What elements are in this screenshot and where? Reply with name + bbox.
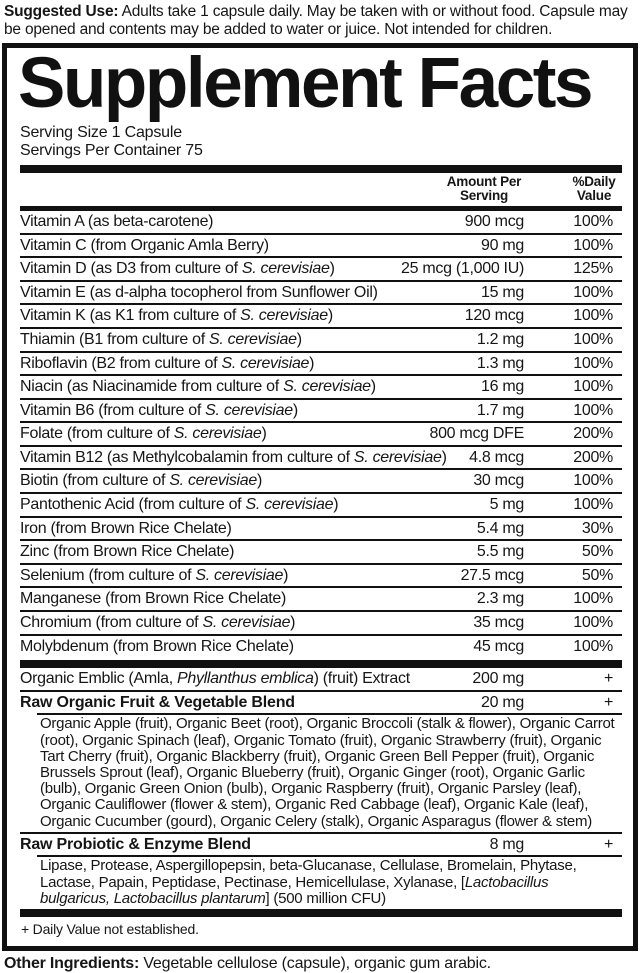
nutrient-name: Vitamin K (as K1 from culture of S. cerevisiae) — [20, 307, 333, 325]
nutrient-name: Zinc (from Brown Rice Chelate) — [20, 543, 235, 561]
nutrient-dv: 100% — [573, 212, 613, 230]
column-header-amount-line1: Amount Per — [446, 173, 522, 189]
nutrient-name: Vitamin D (as D3 from culture of S. cerevisiae) — [20, 260, 335, 278]
nutrient-row — [20, 398, 622, 422]
nutrient-dv: 50% — [581, 543, 613, 561]
nutrient-amount: 120 mcg — [464, 307, 524, 325]
column-header-dv-line1: %Daily — [572, 173, 616, 189]
suggested-use-text: Adults take 1 capsule daily. May be taken with or without food. Capsule may be opened and contents may be added to water or juice. Not intended for children. — [4, 3, 628, 38]
extract-name: Organic Emblic (Amla, Phyllanthus emblica) (fruit) Extract — [20, 670, 410, 688]
nutrient-dv: 100% — [573, 496, 613, 514]
column-header-amount — [444, 175, 524, 204]
nutrient-row — [20, 256, 622, 280]
blend1-ingredients: Organic Apple (fruit), Organic Beet (root), Organic Broccoli (stalk & flower), Organic Carrot (root), Organic Spinach (leaf), Organic Tomato (fruit), Organic Strawberry (fruit), Organic Tart Cherry (fruit), Organic Blackberry (fruit), Organic Green Bell Pepper (fruit), Organic Brussels Sprout (leaf), Organic Blueberry (fruit), Organic Ginger (root), Organic Garlic (bulb), Organic Green Onion (bulb), Organic Raspberry (fruit), Organic Parsley (leaf), Organic Cauliflower (flower & stem), Organic Red Cabbage (leaf), Organic Kale (leaf), Organic Cucumber (gourd), Organic Celery (stalk), Organic Asparagus (flower & stem) — [37, 713, 622, 831]
blend1-amount: 20 mg — [481, 693, 524, 711]
suggested-use-label: Suggested Use: — [4, 3, 119, 20]
divider-thick-middle — [20, 660, 622, 668]
extract-dv: + — [603, 670, 613, 688]
nutrient-row — [20, 634, 622, 658]
nutrient-name: Selenium (from culture of S. cerevisiae) — [20, 566, 289, 584]
nutrient-amount: 90 mg — [481, 236, 524, 254]
blend1-row — [20, 690, 622, 714]
column-header-dv-line2: Value — [576, 188, 612, 204]
nutrient-name: Chromium (from culture of S. cerevisiae) — [20, 614, 296, 632]
nutrient-row — [20, 516, 622, 540]
nutrient-row — [20, 445, 622, 469]
column-headers — [20, 173, 622, 206]
nutrient-row — [20, 492, 622, 516]
nutrient-amount: 800 mcg DFE — [429, 425, 524, 443]
column-header-dv — [566, 175, 622, 204]
extract-amount: 200 mg — [472, 670, 524, 688]
nutrient-name: Folate (from culture of S. cerevisiae) — [20, 425, 267, 443]
other-ingredients — [0, 951, 640, 973]
nutrient-amount: 15 mg — [481, 283, 524, 301]
extract-row — [20, 668, 622, 690]
other-ingredients-label: Other Ingredients: — [4, 954, 140, 972]
nutrient-amount: 5.4 mg — [476, 519, 524, 537]
nutrient-rows — [20, 211, 622, 657]
nutrient-amount: 45 mcg — [473, 637, 524, 655]
nutrient-row — [20, 327, 622, 351]
nutrient-amount: 25 mcg (1,000 IU) — [401, 260, 524, 278]
blend2-name: Raw Probiotic & Enzyme Blend — [20, 835, 251, 853]
nutrient-row — [20, 539, 622, 563]
nutrient-name: Thiamin (B1 from culture of S. cerevisiae) — [20, 330, 302, 348]
other-ingredients-text: Vegetable cellulose (capsule), organic gum arabic. — [139, 954, 491, 972]
blend2-row — [20, 832, 622, 856]
nutrient-amount: 35 mcg — [473, 614, 524, 632]
nutrient-row — [20, 280, 622, 304]
nutrient-name: Molybdenum (from Brown Rice Chelate) — [20, 637, 294, 655]
nutrient-dv: 100% — [573, 637, 613, 655]
serving-info — [20, 124, 622, 160]
nutrient-amount: 1.7 mg — [476, 401, 524, 419]
divider-thick-bottom — [20, 909, 622, 917]
nutrient-amount: 16 mg — [481, 378, 524, 396]
panel-title: Supplement Facts — [18, 43, 592, 123]
nutrient-name: Riboflavin (B2 from culture of S. cerevisiae) — [20, 354, 315, 372]
nutrient-name: Vitamin B6 (from culture of S. cerevisiae) — [20, 401, 298, 419]
nutrient-dv: 100% — [573, 283, 613, 301]
nutrient-name: Biotin (from culture of S. cerevisiae) — [20, 472, 263, 490]
nutrient-row — [20, 563, 622, 587]
nutrient-dv: 100% — [573, 472, 613, 490]
nutrient-name: Vitamin C (from Organic Amla Berry) — [20, 236, 269, 254]
nutrient-dv: 100% — [573, 236, 613, 254]
serving-size: Serving Size 1 Capsule — [20, 123, 182, 141]
nutrient-amount: 1.3 mg — [476, 354, 524, 372]
nutrient-dv: 125% — [573, 260, 613, 278]
divider-thick-top — [20, 165, 622, 173]
nutrient-row — [20, 586, 622, 610]
nutrient-dv: 100% — [573, 614, 613, 632]
blend2-amount: 8 mg — [489, 835, 524, 853]
nutrient-row — [20, 374, 622, 398]
column-header-amount-line2: Serving — [459, 188, 509, 204]
dv-footnote: + Daily Value not established. — [21, 921, 199, 938]
nutrient-amount: 1.2 mg — [476, 330, 524, 348]
nutrient-name: Vitamin A (as beta-carotene) — [20, 212, 214, 230]
suggested-use — [0, 0, 640, 39]
nutrient-dv: 200% — [573, 448, 613, 466]
nutrient-amount: 30 mcg — [473, 472, 524, 490]
nutrient-amount: 900 mcg — [464, 212, 524, 230]
nutrient-row — [20, 610, 622, 634]
nutrient-name: Vitamin E (as d-alpha tocopherol from Sunflower Oil) — [20, 283, 378, 301]
nutrient-dv: 50% — [581, 566, 613, 584]
blend2-dv: + — [603, 835, 613, 853]
nutrient-row — [20, 233, 622, 257]
supplement-facts-panel — [2, 43, 638, 951]
nutrient-row — [20, 421, 622, 445]
nutrient-row — [20, 303, 622, 327]
nutrient-row — [20, 351, 622, 375]
nutrient-dv: 100% — [573, 401, 613, 419]
nutrient-amount: 5.5 mg — [476, 543, 524, 561]
nutrient-dv: 200% — [573, 425, 613, 443]
nutrient-dv: 100% — [573, 354, 613, 372]
nutrient-dv: 30% — [581, 519, 613, 537]
servings-per-container: Servings Per Container 75 — [20, 141, 203, 159]
blend1-name: Raw Organic Fruit & Vegetable Blend — [20, 693, 295, 711]
nutrient-amount: 27.5 mcg — [460, 566, 524, 584]
nutrient-name: Iron (from Brown Rice Chelate) — [20, 519, 232, 537]
nutrient-amount: 5 mg — [489, 496, 524, 514]
nutrient-dv: 100% — [573, 378, 613, 396]
nutrient-dv: 100% — [573, 330, 613, 348]
blend2-ingredients: Lipase, Protease, Aspergillopepsin, beta-Glucanase, Cellulase, Bromelain, Phytase, Lactase, Papain, Peptidase, Pectinase, Hemicellulase, Xylanase, [Lactobacillus bulgaricus, Lactobacillus plantarum] (500 million CFU) — [37, 855, 622, 909]
nutrient-amount: 4.8 mcg — [469, 448, 524, 466]
nutrient-row — [20, 468, 622, 492]
nutrient-amount: 2.3 mg — [476, 590, 524, 608]
blend1-dv: + — [603, 693, 613, 711]
nutrient-name: Pantothenic Acid (from culture of S. cerevisiae) — [20, 496, 339, 514]
nutrient-name: Niacin (as Niacinamide from culture of S. cerevisiae) — [20, 378, 376, 396]
nutrient-row — [20, 211, 622, 233]
nutrient-dv: 100% — [573, 307, 613, 325]
nutrient-name: Vitamin B12 (as Methylcobalamin from culture of S. cerevisiae) — [20, 448, 447, 466]
nutrient-dv: 100% — [573, 590, 613, 608]
nutrient-name: Manganese (from Brown Rice Chelate) — [20, 590, 287, 608]
